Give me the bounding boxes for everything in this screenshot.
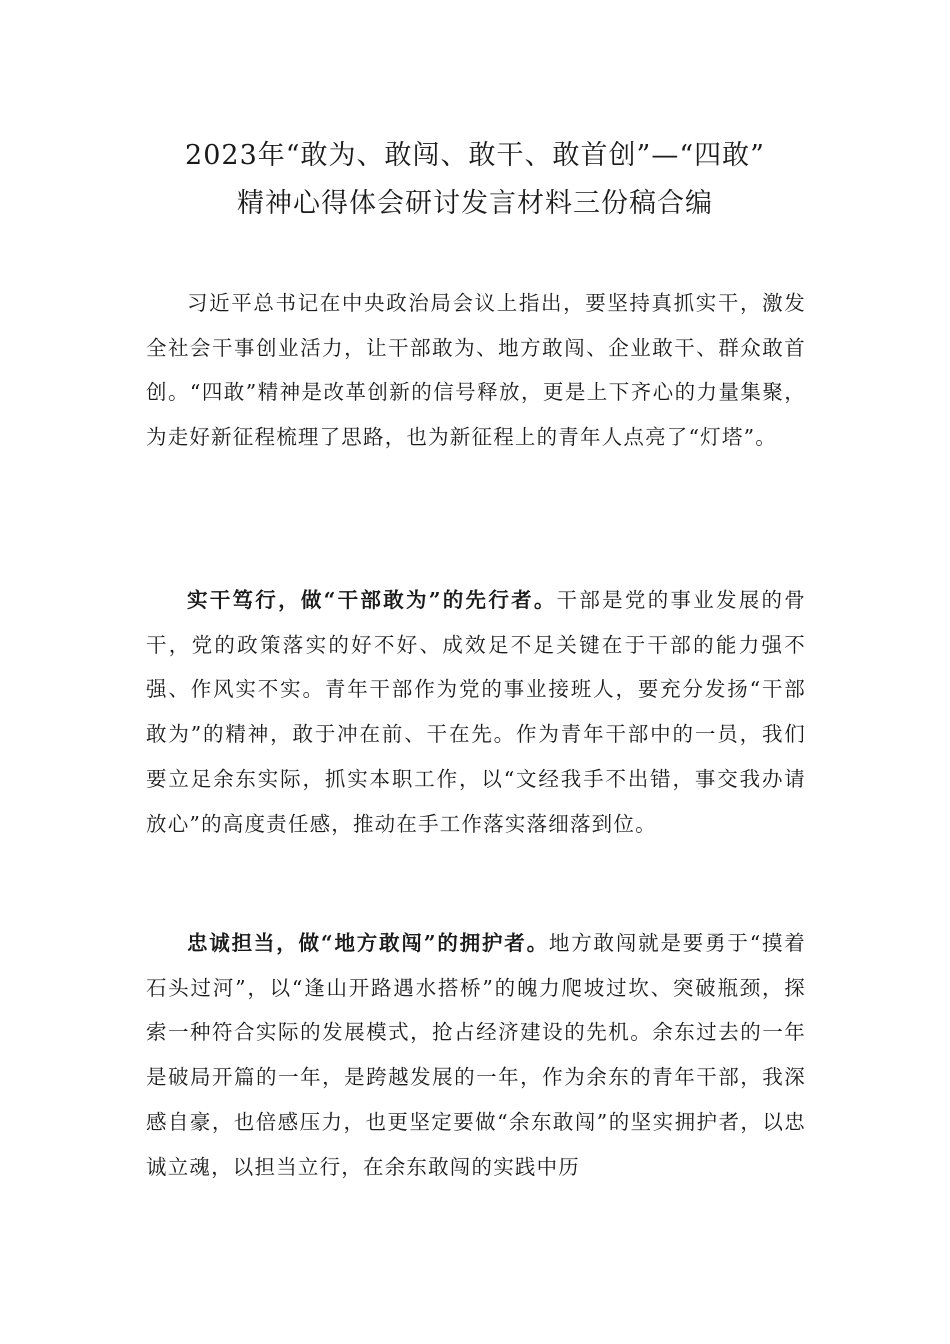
document-title-line-1: 2023年“敢为、敢闯、敢干、敢首创”—“四敢”	[185, 140, 765, 171]
paragraph-lead-heading: 实干笃行，做“干部敢为”的先行者。	[187, 588, 557, 612]
paragraph-localities-dare	[146, 921, 806, 1189]
paragraph-cadres-dare	[146, 578, 806, 846]
paragraph-text: 习近平总书记在中央政治局会议上指出，要坚持真抓实干，激发全社会干事创业活力，让干部敢为、地方敢闯、企业敢干、群众敢首创。“四敢”精神是改革创新的信号释放，更是上下齐心的力量集聚，为走好新征程梳理了思路，也为新征程上的青年人点亮了“灯塔”。	[146, 291, 806, 450]
paragraph-text: 干部是党的事业发展的骨干，党的政策落实的好不好、成效足不足关键在于干部的能力强不强、作风实不实。青年干部作为党的事业接班人，要充分发扬“干部敢为”的精神，敢于冲在前、干在先。作为青年干部中的一员，我们要立足余东实际，抓实本职工作，以“文经我手不出错，事交我办请放心”的高度责任感，推动在手工作落实落细落到位。	[146, 588, 806, 836]
paragraph-text: 地方敢闯就是要勇于“摸着石头过河”，以“逢山开路遇水搭桥”的魄力爬坡过坎、突破瓶颈，探索一种符合实际的发展模式，抢占经济建设的先机。余东过去的一年是破局开篇的一年，是跨越发展的一年，作为余东的青年干部，我深感自豪，也倍感压力，也更坚定要做“余东敢闯”的坚实拥护者，以忠诚立魂，以担当立行，在余东敢闯的实践中历	[146, 931, 806, 1179]
paragraph-intro	[146, 281, 806, 460]
paragraph-lead-heading: 忠诚担当，做“地方敢闯”的拥护者。	[187, 931, 549, 955]
document-title-line-2: 精神心得体会研讨发言材料三份稿合编	[237, 188, 713, 219]
